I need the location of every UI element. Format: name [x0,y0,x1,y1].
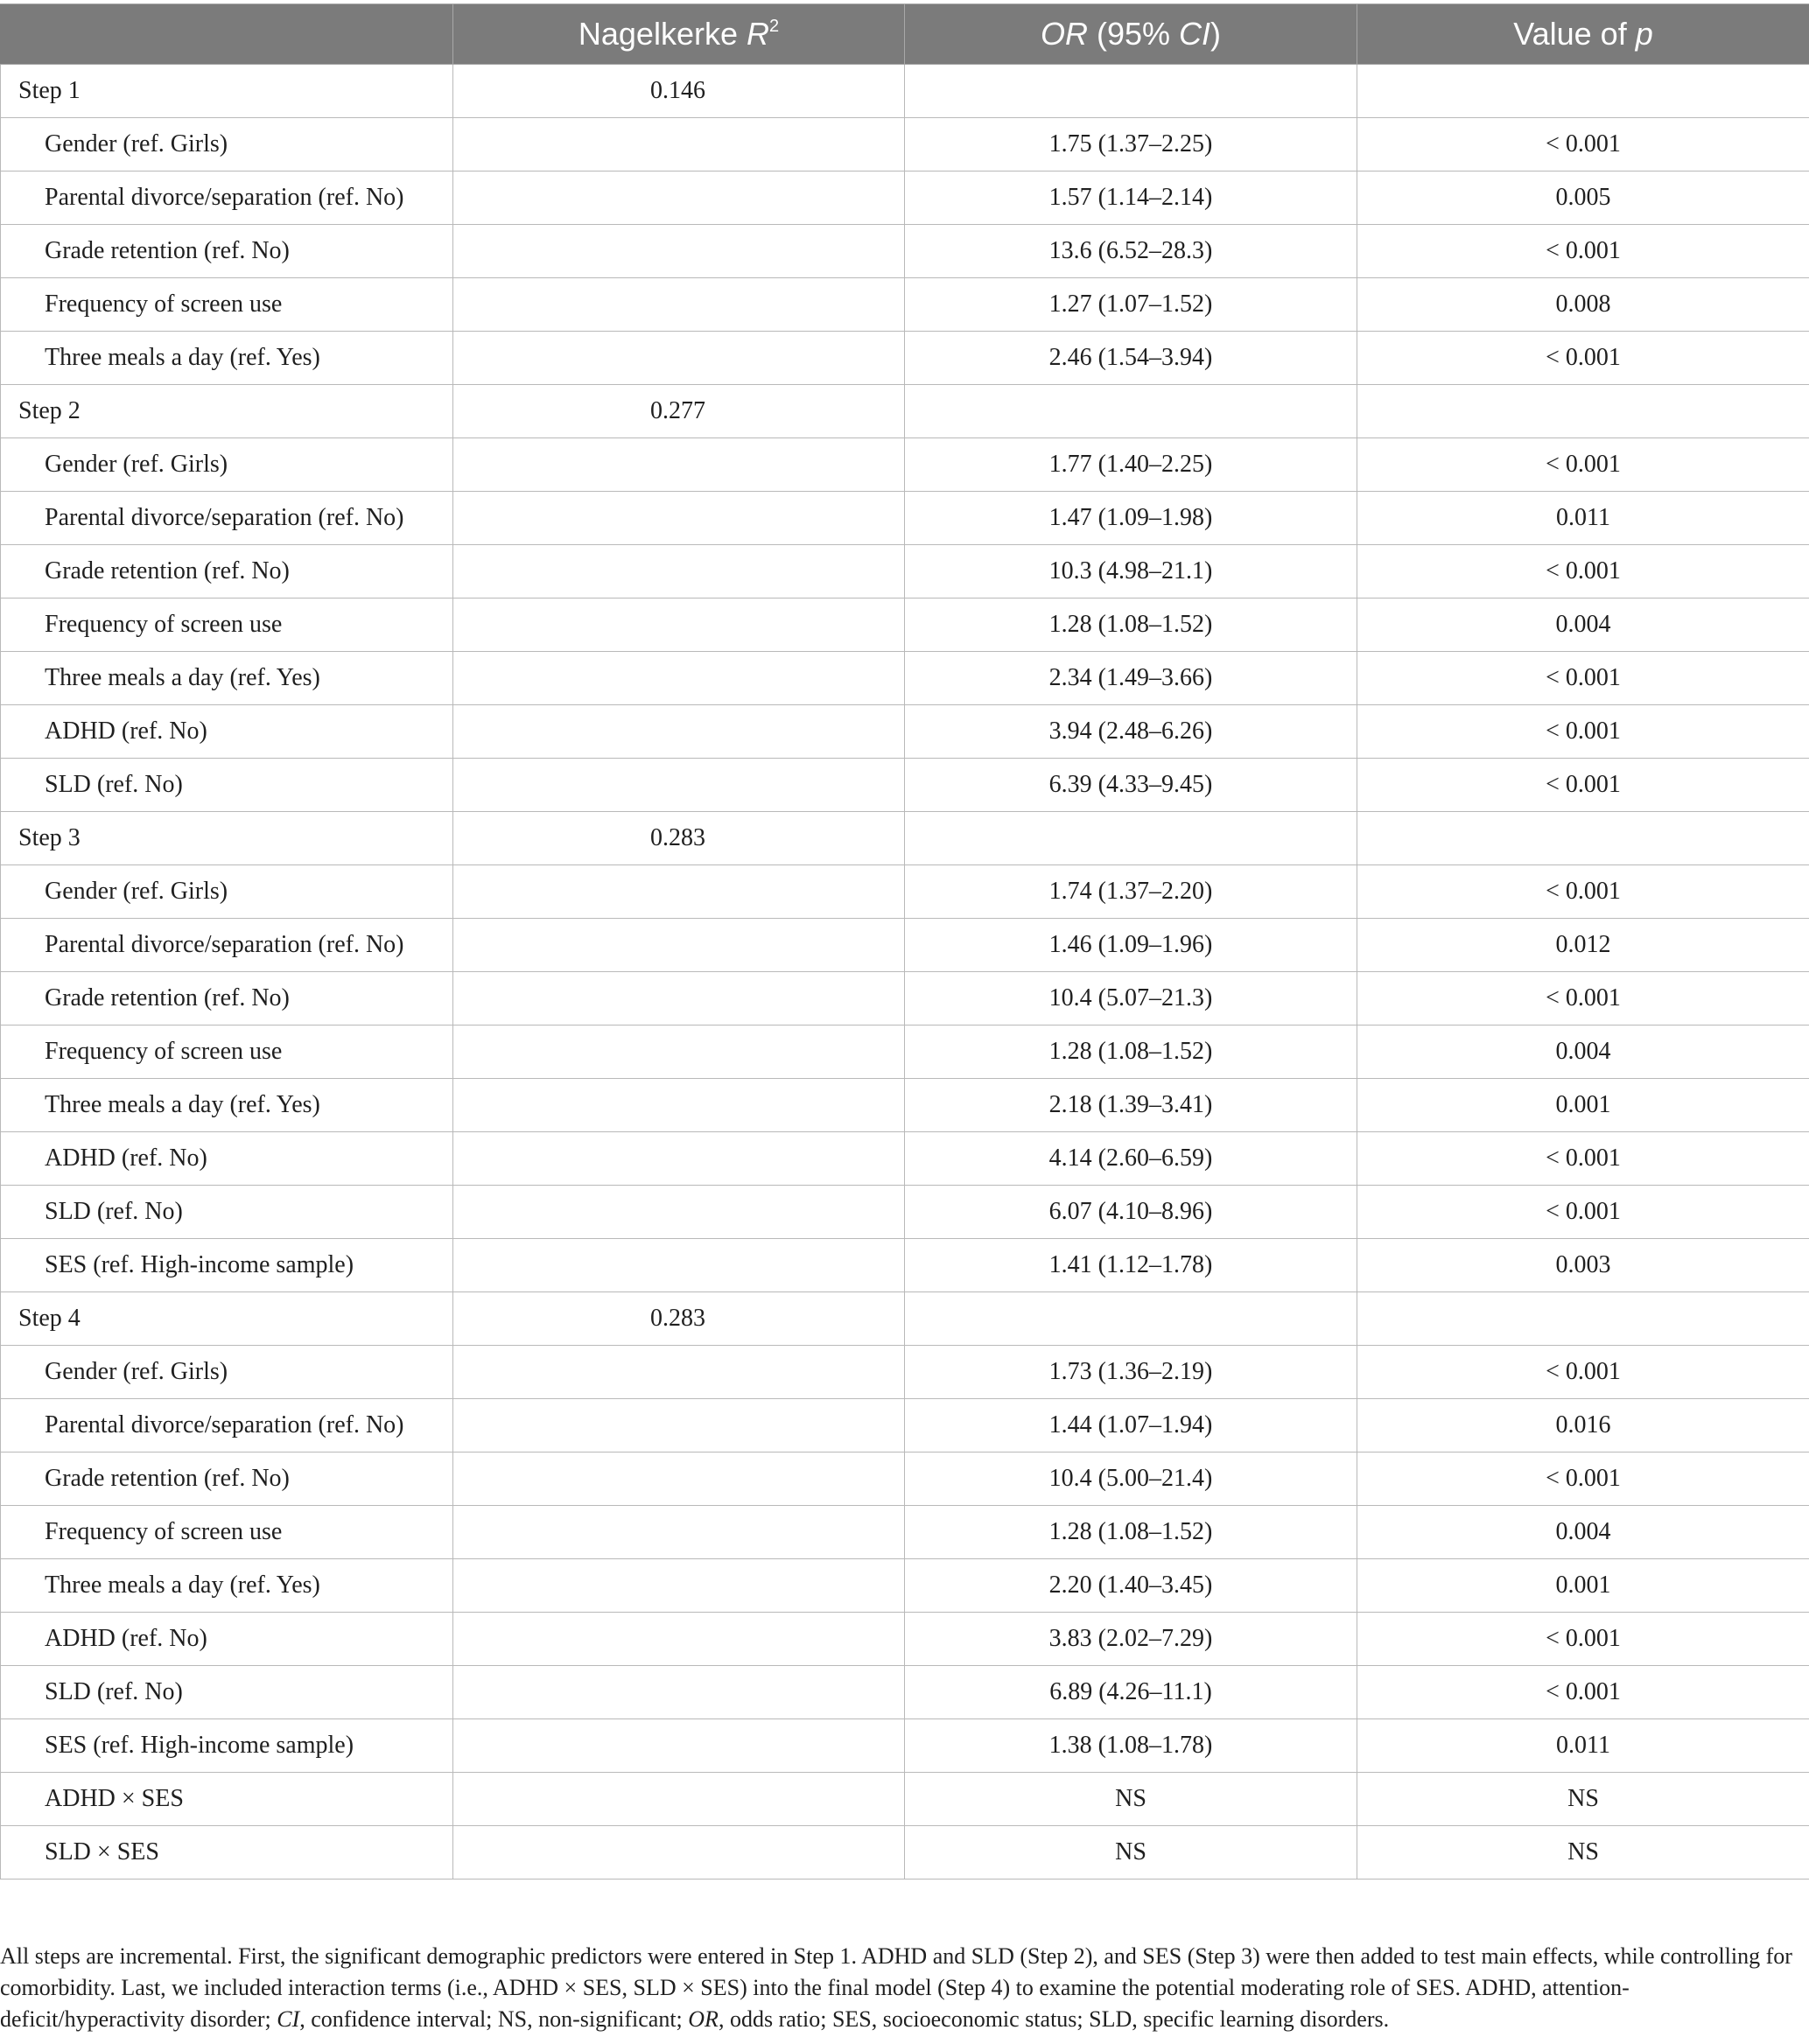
predictor-label: Frequency of screen use [1,1026,453,1079]
nagelkerke-r2-cell [453,1132,905,1186]
header-p-var: p [1635,16,1653,52]
step-label: Step 3 [1,812,453,865]
header-p-prefix: Value of [1513,16,1636,52]
or-ci-cell [905,385,1357,438]
or-ci-cell: 10.4 (5.07–21.3) [905,972,1357,1026]
or-ci-cell: 1.73 (1.36–2.19) [905,1346,1357,1399]
nagelkerke-r2-cell [453,278,905,332]
predictor-label: SES (ref. High-income sample) [1,1239,453,1292]
p-value-cell: < 0.001 [1357,759,1809,812]
predictor-row [1,1773,1809,1826]
step-label: Step 1 [1,65,453,118]
header-or-mid: (95% [1087,16,1180,52]
or-ci-cell: 1.28 (1.08–1.52) [905,1026,1357,1079]
predictor-label: SLD × SES [1,1826,453,1880]
footnote-or-abbr: OR [688,2006,719,2032]
predictor-label: Frequency of screen use [1,278,453,332]
nagelkerke-r2-cell [453,759,905,812]
header-ci-var: CI [1179,16,1211,52]
predictor-label: ADHD × SES [1,1773,453,1826]
nagelkerke-r2-cell [453,1079,905,1132]
p-value-cell: < 0.001 [1357,332,1809,385]
header-r2-prefix: Nagelkerke [578,16,747,52]
predictor-row [1,225,1809,278]
predictor-label: Gender (ref. Girls) [1,438,453,492]
nagelkerke-r2-cell [453,1186,905,1239]
predictor-row [1,1666,1809,1719]
predictor-label: Grade retention (ref. No) [1,225,453,278]
or-ci-cell: 1.28 (1.08–1.52) [905,1506,1357,1559]
header-or-end: ) [1210,16,1222,52]
predictor-row [1,438,1809,492]
or-ci-cell: NS [905,1826,1357,1880]
nagelkerke-r2-cell [453,1826,905,1880]
or-ci-cell: 1.74 (1.37–2.20) [905,865,1357,919]
header-p-value [1357,4,1809,65]
p-value-cell: < 0.001 [1357,705,1809,759]
table-body [1,65,1809,1880]
predictor-row [1,865,1809,919]
nagelkerke-r2-cell [453,598,905,652]
predictor-row [1,598,1809,652]
footnote-part-1: All steps are incremental. First, the significant demographic predictors were entered in Step 1. ADHD and SLD (Step 2), and SES (Step 3) were then added to test main effects, while controlling for comorbidity. Last, we included interaction terms (i.e., ADHD × SES, SLD × SES) into the final model (Step 4) to examine the potential moderating role of SES. ADHD, attention-deficit/hyperactivity disorder; [0,1943,1792,2032]
predictor-label: SLD (ref. No) [1,1186,453,1239]
predictor-label: Parental divorce/separation (ref. No) [1,1399,453,1452]
predictor-row [1,545,1809,598]
p-value-cell: < 0.001 [1357,1452,1809,1506]
nagelkerke-r2-cell [453,1239,905,1292]
nagelkerke-r2-cell [453,438,905,492]
header-r2-var: R [746,16,769,52]
predictor-label: ADHD (ref. No) [1,1132,453,1186]
predictor-row [1,1346,1809,1399]
nagelkerke-r2-cell [453,705,905,759]
nagelkerke-r2-cell: 0.277 [453,385,905,438]
or-ci-cell: 1.38 (1.08–1.78) [905,1719,1357,1773]
header-or-var: OR [1040,16,1088,52]
table-footnote [0,1941,1809,2035]
p-value-cell: < 0.001 [1357,118,1809,172]
p-value-cell [1357,385,1809,438]
p-value-cell: 0.001 [1357,1079,1809,1132]
or-ci-cell: NS [905,1773,1357,1826]
predictor-row [1,278,1809,332]
nagelkerke-r2-cell [453,1399,905,1452]
nagelkerke-r2-cell [453,1719,905,1773]
predictor-label: Frequency of screen use [1,598,453,652]
p-value-cell: NS [1357,1773,1809,1826]
predictor-row [1,1026,1809,1079]
predictor-row [1,332,1809,385]
or-ci-cell: 3.94 (2.48–6.26) [905,705,1357,759]
predictor-row [1,1239,1809,1292]
predictor-label: Grade retention (ref. No) [1,545,453,598]
header-r2-sup: 2 [768,17,780,36]
p-value-cell: 0.005 [1357,172,1809,225]
p-value-cell: < 0.001 [1357,438,1809,492]
predictor-row [1,172,1809,225]
predictor-row [1,1559,1809,1613]
p-value-cell: < 0.001 [1357,652,1809,705]
predictor-label: Gender (ref. Girls) [1,118,453,172]
regression-results-table [0,4,1809,1880]
or-ci-cell: 1.28 (1.08–1.52) [905,598,1357,652]
predictor-label: ADHD (ref. No) [1,1613,453,1666]
p-value-cell: 0.011 [1357,1719,1809,1773]
or-ci-cell: 6.39 (4.33–9.45) [905,759,1357,812]
nagelkerke-r2-cell [453,172,905,225]
predictor-row [1,652,1809,705]
nagelkerke-r2-cell [453,118,905,172]
predictor-label: SLD (ref. No) [1,1666,453,1719]
predictor-row [1,1132,1809,1186]
p-value-cell [1357,812,1809,865]
step-row [1,812,1809,865]
nagelkerke-r2-cell [453,1773,905,1826]
p-value-cell [1357,1292,1809,1346]
or-ci-cell: 2.20 (1.40–3.45) [905,1559,1357,1613]
nagelkerke-r2-cell: 0.283 [453,1292,905,1346]
nagelkerke-r2-cell [453,1346,905,1399]
or-ci-cell: 1.77 (1.40–2.25) [905,438,1357,492]
nagelkerke-r2-cell [453,332,905,385]
nagelkerke-r2-cell [453,1026,905,1079]
step-label: Step 2 [1,385,453,438]
predictor-label: Grade retention (ref. No) [1,1452,453,1506]
step-row [1,385,1809,438]
predictor-row [1,1719,1809,1773]
header-nagelkerke-r2 [453,4,905,65]
nagelkerke-r2-cell [453,1559,905,1613]
p-value-cell: 0.004 [1357,1026,1809,1079]
results-table-container [0,4,1809,1880]
p-value-cell: 0.008 [1357,278,1809,332]
footnote-part-2: , confidence interval; NS, non-significant; [299,2006,689,2032]
p-value-cell: < 0.001 [1357,225,1809,278]
predictor-label: Gender (ref. Girls) [1,865,453,919]
table-header [1,4,1809,65]
p-value-cell: < 0.001 [1357,865,1809,919]
predictor-label: Grade retention (ref. No) [1,972,453,1026]
predictor-label: Three meals a day (ref. Yes) [1,1079,453,1132]
p-value-cell: 0.001 [1357,1559,1809,1613]
or-ci-cell [905,812,1357,865]
predictor-label: ADHD (ref. No) [1,705,453,759]
step-row [1,65,1809,118]
nagelkerke-r2-cell: 0.146 [453,65,905,118]
nagelkerke-r2-cell [453,1506,905,1559]
nagelkerke-r2-cell [453,972,905,1026]
or-ci-cell: 1.75 (1.37–2.25) [905,118,1357,172]
nagelkerke-r2-cell [453,1666,905,1719]
header-predictor [1,4,453,65]
p-value-cell: 0.004 [1357,598,1809,652]
predictor-label: Parental divorce/separation (ref. No) [1,172,453,225]
predictor-label: Parental divorce/separation (ref. No) [1,919,453,972]
predictor-row [1,1613,1809,1666]
or-ci-cell: 6.89 (4.26–11.1) [905,1666,1357,1719]
p-value-cell: < 0.001 [1357,972,1809,1026]
nagelkerke-r2-cell [453,652,905,705]
footnote-ci-abbr: CI [277,2006,300,2032]
or-ci-cell: 10.4 (5.00–21.4) [905,1452,1357,1506]
predictor-row [1,1506,1809,1559]
header-row [1,4,1809,65]
step-row [1,1292,1809,1346]
or-ci-cell: 2.46 (1.54–3.94) [905,332,1357,385]
predictor-label: Three meals a day (ref. Yes) [1,332,453,385]
or-ci-cell: 6.07 (4.10–8.96) [905,1186,1357,1239]
predictor-row [1,1452,1809,1506]
p-value-cell: 0.016 [1357,1399,1809,1452]
p-value-cell: < 0.001 [1357,1132,1809,1186]
predictor-row [1,118,1809,172]
or-ci-cell: 13.6 (6.52–28.3) [905,225,1357,278]
or-ci-cell: 10.3 (4.98–21.1) [905,545,1357,598]
nagelkerke-r2-cell [453,1613,905,1666]
predictor-row [1,759,1809,812]
or-ci-cell: 3.83 (2.02–7.29) [905,1613,1357,1666]
or-ci-cell: 2.34 (1.49–3.66) [905,652,1357,705]
predictor-row [1,1079,1809,1132]
nagelkerke-r2-cell [453,492,905,545]
predictor-row [1,972,1809,1026]
or-ci-cell [905,1292,1357,1346]
p-value-cell: < 0.001 [1357,1186,1809,1239]
step-label: Step 4 [1,1292,453,1346]
p-value-cell: 0.004 [1357,1506,1809,1559]
p-value-cell [1357,65,1809,118]
or-ci-cell: 1.47 (1.09–1.98) [905,492,1357,545]
nagelkerke-r2-cell [453,545,905,598]
footnote-part-3: , odds ratio; SES, socioeconomic status; SLD, specific learning disorders. [718,2006,1390,2032]
predictor-label: SLD (ref. No) [1,759,453,812]
predictor-row [1,919,1809,972]
nagelkerke-r2-cell [453,225,905,278]
or-ci-cell: 4.14 (2.60–6.59) [905,1132,1357,1186]
or-ci-cell: 1.46 (1.09–1.96) [905,919,1357,972]
predictor-row [1,1399,1809,1452]
p-value-cell: 0.003 [1357,1239,1809,1292]
or-ci-cell: 1.57 (1.14–2.14) [905,172,1357,225]
p-value-cell: < 0.001 [1357,1666,1809,1719]
or-ci-cell: 1.44 (1.07–1.94) [905,1399,1357,1452]
p-value-cell: NS [1357,1826,1809,1880]
predictor-row [1,705,1809,759]
p-value-cell: < 0.001 [1357,1613,1809,1666]
p-value-cell: < 0.001 [1357,1346,1809,1399]
predictor-label: Three meals a day (ref. Yes) [1,1559,453,1613]
or-ci-cell: 2.18 (1.39–3.41) [905,1079,1357,1132]
p-value-cell: 0.011 [1357,492,1809,545]
predictor-row [1,492,1809,545]
or-ci-cell: 1.41 (1.12–1.78) [905,1239,1357,1292]
nagelkerke-r2-cell [453,919,905,972]
predictor-label: Gender (ref. Girls) [1,1346,453,1399]
p-value-cell: < 0.001 [1357,545,1809,598]
predictor-label: Three meals a day (ref. Yes) [1,652,453,705]
predictor-label: Parental divorce/separation (ref. No) [1,492,453,545]
or-ci-cell: 1.27 (1.07–1.52) [905,278,1357,332]
predictor-row [1,1826,1809,1880]
predictor-row [1,1186,1809,1239]
or-ci-cell [905,65,1357,118]
nagelkerke-r2-cell [453,865,905,919]
p-value-cell: 0.012 [1357,919,1809,972]
predictor-label: SES (ref. High-income sample) [1,1719,453,1773]
predictor-label: Frequency of screen use [1,1506,453,1559]
nagelkerke-r2-cell [453,1452,905,1506]
header-or-ci [905,4,1357,65]
nagelkerke-r2-cell: 0.283 [453,812,905,865]
